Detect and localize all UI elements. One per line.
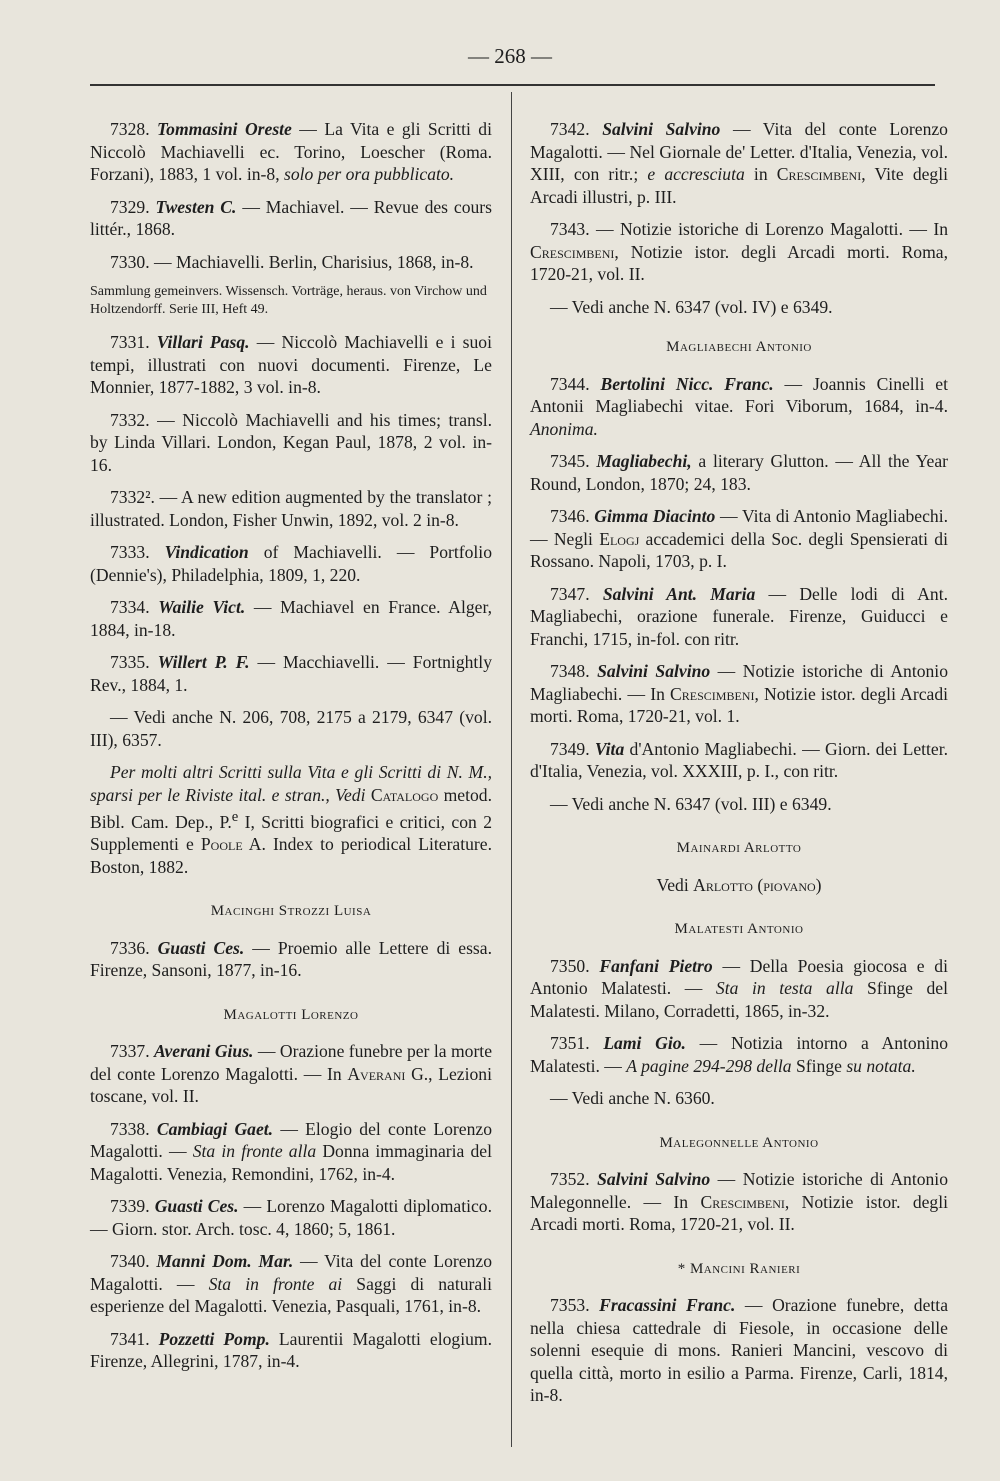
top-rule	[90, 84, 935, 86]
section-heading-malegonnelle: Malegonnelle Antonio	[659, 1134, 819, 1151]
entry-author: Pozzetti Pomp.	[158, 1328, 270, 1349]
entry-author: Fanfani Pietro	[599, 955, 713, 976]
entry-7339: 7339. Guasti Ces. — Lorenzo Magalotti diplomatico. — Giorn. stor. Arch. tosc. 4, 1860; 5, 1861.	[90, 1196, 492, 1239]
entry-author: Twesten C.	[155, 196, 237, 217]
page-number: — 268 —	[468, 44, 552, 68]
entry-7348: 7348. Salvini Salvino — Notizie istoriche di Antonio Magliabechi. — In Crescimbeni, Notizie istor. degli Arcadi morti. Roma, 1720-21, vol. 1.	[530, 661, 949, 726]
entry-author: Guasti Ces.	[157, 937, 245, 958]
entry-7340: 7340. Manni Dom. Mar. — Vita del conte Lorenzo Magalotti. — Sta in fronte ai Saggi di naturali esperienze del Magalotti. Venezia, Pasquali, 1761, in-8.	[90, 1251, 492, 1317]
entry-7341: 7341. Pozzetti Pomp. Laurentii Magalotti elogium. Firenze, Allegrini, 1787, in-4.	[90, 1328, 492, 1372]
entry-7330-note: Sammlung gemeinvers. Wissensch. Vorträge, heraus. von Virchow und Holtzendorff. Serie III, Heft 49.	[90, 284, 487, 317]
entry-7343: 7343. — Notizie istoriche di Lorenzo Magalotti. — In Crescimbeni, Notizie istor. degli Arcadi morti. Roma, 1720-21, vol. II.	[530, 219, 948, 284]
entry-7329: 7329. Twesten C. — Machiavel. — Revue des cours littér., 1868.	[90, 196, 493, 239]
entry-author: Gimma Diacinto	[594, 506, 716, 526]
entry-7352: 7352. Salvini Salvino — Notizie istoriche di Antonio Malegonnelle. — In Crescimbeni, Notizie istor. degli Arcadi morti. Roma, 1720-21, vol. II.	[530, 1169, 949, 1234]
entry-7336: 7336. Guasti Ces. — Proemio alle Lettere di essa. Firenze, Sansoni, 1877, in-16.	[90, 937, 492, 981]
entry-7333: 7333. Vindication of Machiavelli. — Portfolio (Dennie's), Philadelphia, 1809, 1, 220.	[90, 542, 492, 585]
entry-author: Guasti Ces.	[154, 1196, 239, 1217]
entry-author: Wailie Vict.	[158, 597, 246, 617]
right-column	[530, 118, 948, 1417]
entry-author: Salvini Salvino	[597, 1169, 711, 1189]
entry-author: Manni Dom. Mar.	[156, 1251, 294, 1272]
entry-7337: 7337. Averani Gius. — Orazione funebre per la morte del conte Lorenzo Magalotti. — In Averani G., Lezioni toscane, vol. II.	[90, 1041, 493, 1107]
see-also-7343: — Vedi anche N. 6347 (vol. IV) e 6349.	[550, 296, 833, 317]
entry-author: Fracassini Franc.	[599, 1295, 736, 1315]
entry-7351: 7351. Lami Gio. — Notizia intorno a Antonino Malatesti. — A pagine 294-298 della Sfinge su notata.	[530, 1033, 948, 1076]
entry-7349: 7349. Vita d'Antonio Magliabechi. — Giorn. dei Letter. d'Italia, Venezia, vol. XXXIII, p. I., con ritr.	[530, 738, 948, 781]
section-heading-macinghi: Macinghi Strozzi Luisa	[210, 903, 372, 920]
entry-7330: 7330. — Machiavelli. Berlin, Charisius, 1868, in-8.	[110, 251, 474, 272]
section-heading-malatesti: Malatesti Antonio	[674, 921, 804, 937]
entry-7342: 7342. Salvini Salvino — Vita del conte Lorenzo Magalotti. — Nel Giornale de' Letter. d'Italia, Venezia, vol. XIII, con ritr.; e accresciuta in Crescimbeni, Vite degli Arcadi illustri, p. III.	[530, 119, 949, 207]
entry-author: Averani Gius.	[154, 1041, 254, 1062]
entry-author: Vita	[594, 738, 625, 759]
entry-7332-2: 7332². — A new edition augmented by the translator ; illustrated. London, Fisher Unwin, 1892, vol. 2 in-8.	[90, 487, 492, 530]
additional-references-note: Per molti altri Scritti sulla Vita e gli Scritti di N. M., sparsi per le Riviste ital. e stran., Vedi Catalogo metod. Bibl. Cam. Dep., P.$^e$ I, Scritti biografici e critici, con 2 Supplementi e Poole A. Index to periodical Literature. Boston, 1882.	[90, 762, 492, 877]
entry-7328: 7328. Tommasini Oreste — La Vita e gli Scritti di Niccolò Machiavelli ec. Torino, Loescher (Roma. Forzani), 1883, 1 vol. in-8, solo per ora pubblicato.	[90, 119, 492, 184]
section-heading-mainardi: Mainardi Arlotto	[676, 840, 802, 856]
left-column	[90, 118, 492, 1383]
section-heading-magalotti: Magalotti Lorenzo	[223, 1006, 359, 1023]
entry-7338: 7338. Cambiagi Gaet. — Elogio del conte Lorenzo Magalotti. — Sta in fronte alla Donna immaginaria del Magalotti. Venezia, Remondini, 1762, in-4.	[90, 1118, 492, 1184]
entry-author: Magliabechi,	[596, 451, 692, 471]
section-heading-mancini: * Mancini Ranieri	[677, 1260, 801, 1277]
entry-7346: 7346. Gimma Diacinto — Vita di Antonio Magliabechi. — Negli Elogj accademici della Soc. degli Spensierati di Rossano. Napoli, 1703, p. I.	[530, 506, 949, 571]
entry-7350: 7350. Fanfani Pietro — Della Poesia giocosa e di Antonio Malatesti. — Sta in testa alla Sfinge del Malatesti. Milano, Corradetti, 1865, in-32.	[530, 955, 948, 1021]
see-also-7335: — Vedi anche N. 206, 708, 2175 a 2179, 6347 (vol. III), 6357.	[90, 707, 492, 750]
entry-author: Bertolini Nicc. Franc.	[600, 373, 774, 394]
entry-author: Villari Pasq.	[156, 332, 250, 352]
entry-7332: 7332. — Niccolò Machiavelli and his times; transl. by Linda Villari. London, Kegan Paul, 1878, 2 vol. in-16.	[90, 409, 492, 475]
entry-author: Cambiagi Gaet.	[156, 1118, 274, 1139]
entry-7331: 7331. Villari Pasq. — Niccolò Machiavelli e i suoi tempi, illustrati con nuovi documenti. Firenze, Le Monnier, 1877-1882, 3 vol. in-8.	[90, 332, 492, 397]
see-also-7349: — Vedi anche N. 6347 (vol. III) e 6349.	[550, 793, 832, 814]
entry-7345: 7345. Magliabechi, a literary Glutton. — All the Year Round, London, 1870; 24, 183.	[530, 451, 948, 494]
entry-7347: 7347. Salvini Ant. Maria — Delle lodi di Ant. Magliabechi, orazione funerale. Firenze, Guiducci e Franchi, 1715, in-fol. con ritr.	[530, 583, 948, 649]
entry-author: Willert P. F.	[157, 652, 250, 672]
cross-reference-arlotto: Vedi Arlotto (piovano)	[656, 874, 822, 895]
see-also-7351: — Vedi anche N. 6360.	[550, 1088, 715, 1108]
entry-author: Salvini Ant. Maria	[602, 583, 756, 604]
entry-author: Lami Gio.	[603, 1033, 686, 1053]
entry-7344: 7344. Bertolini Nicc. Franc. — Joannis Cinelli et Antonii Magliabechi vitae. Fori Viborum, 1684, in-4. Anonima.	[530, 373, 949, 439]
entry-author: Tommasini Oreste	[157, 119, 292, 139]
entry-author: Salvini Salvino	[597, 661, 711, 681]
section-heading-magliabechi: Magliabechi Antonio	[666, 339, 812, 355]
entry-author: Vindication	[164, 542, 249, 562]
entry-7334: 7334. Wailie Vict. — Machiavel en France. Alger, 1884, in-18.	[90, 597, 492, 640]
entry-7335: 7335. Willert P. F. — Macchiavelli. — Fortnightly Rev., 1884, 1.	[90, 652, 492, 695]
column-divider	[511, 92, 512, 1447]
entry-author: Salvini Salvino	[602, 119, 721, 139]
entry-7353: 7353. Fracassini Franc. — Orazione funebre, detta nella chiesa cattedrale di Fiesole, in occasione delle solenni esequie di mons. Ranieri Mancini, vescovo di quella città, morto in esilio a Parma. Firenze, Carli, 1814, in-8.	[530, 1295, 949, 1405]
